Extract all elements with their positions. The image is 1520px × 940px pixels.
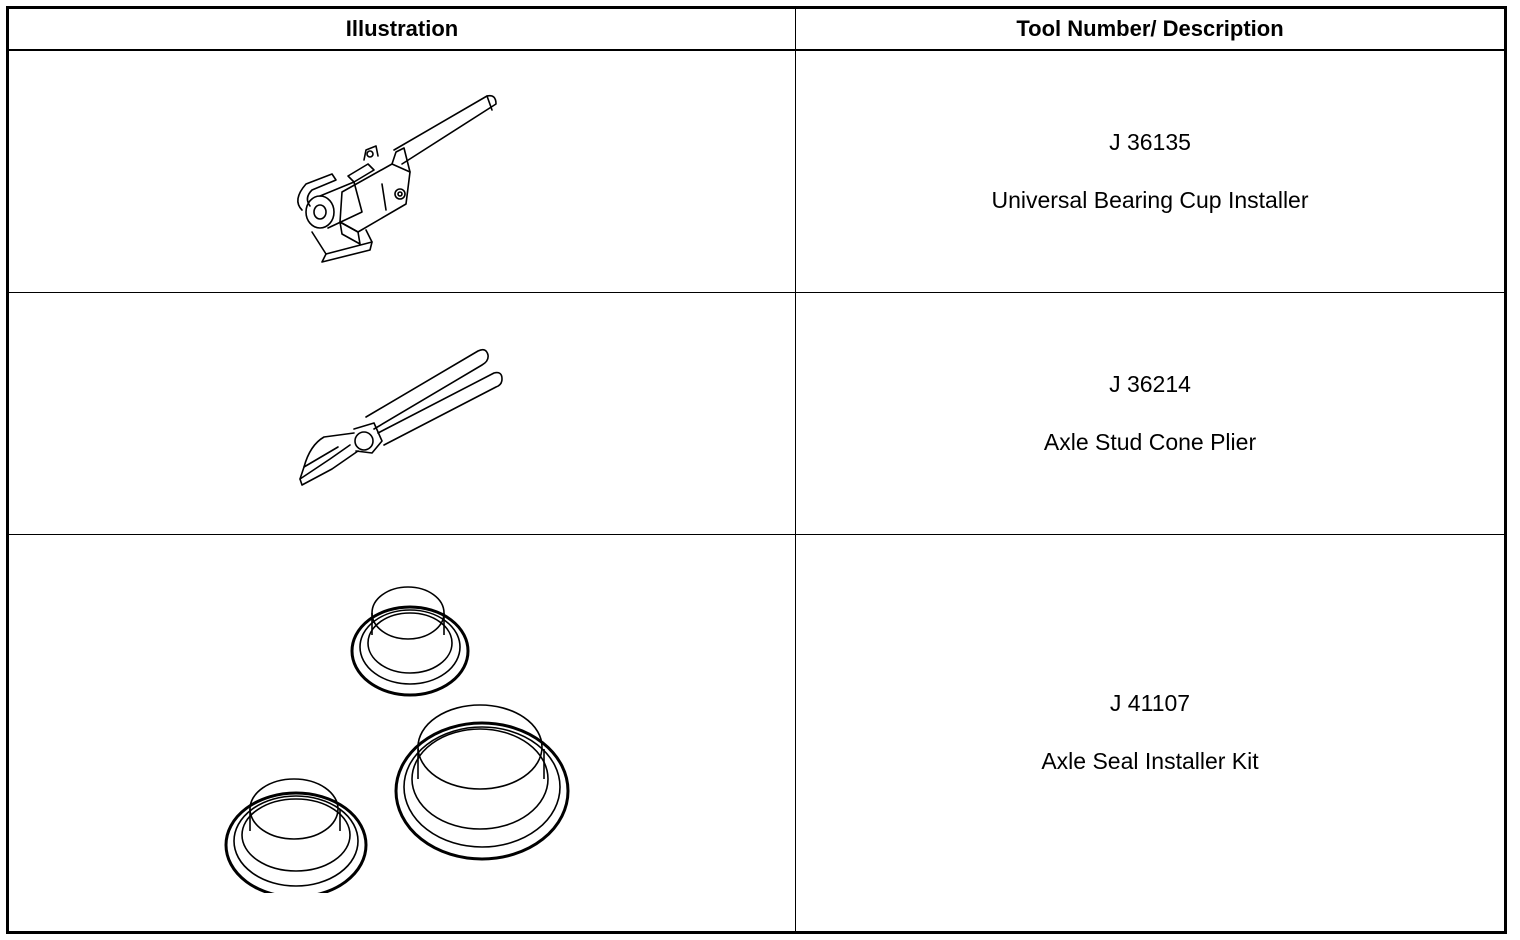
illustration-cell bbox=[8, 535, 796, 933]
tool-number: J 36214 bbox=[1109, 370, 1191, 397]
tool-info-cell bbox=[796, 293, 1506, 535]
illustration-cell bbox=[8, 50, 796, 293]
tool-info-cell bbox=[796, 50, 1506, 293]
table-row bbox=[8, 50, 1506, 293]
header-row bbox=[8, 8, 1506, 51]
large-seal-installer bbox=[396, 705, 568, 859]
small-seal-installer bbox=[352, 587, 468, 695]
tool-number: J 41107 bbox=[1109, 690, 1191, 717]
medium-seal-installer bbox=[226, 779, 366, 893]
tool-description: Axle Stud Cone Plier bbox=[1043, 428, 1257, 455]
cone-plier-icon bbox=[282, 329, 522, 499]
table-row bbox=[8, 535, 1506, 933]
tool-info-cell bbox=[796, 535, 1506, 933]
table-row bbox=[8, 293, 1506, 535]
header-illustration: Illustration bbox=[8, 8, 796, 51]
tool-description: Axle Seal Installer Kit bbox=[1041, 748, 1259, 774]
bearing-cup-installer-icon bbox=[282, 72, 522, 272]
illustration-cell bbox=[8, 293, 796, 535]
tool-number: J 36135 bbox=[1109, 128, 1191, 155]
special-tools-table bbox=[6, 6, 1507, 934]
header-tool-description: Tool Number/ Description bbox=[796, 8, 1506, 51]
seal-installer-kit-icon bbox=[222, 573, 582, 893]
tool-description: Universal Bearing Cup Installer bbox=[991, 186, 1309, 213]
